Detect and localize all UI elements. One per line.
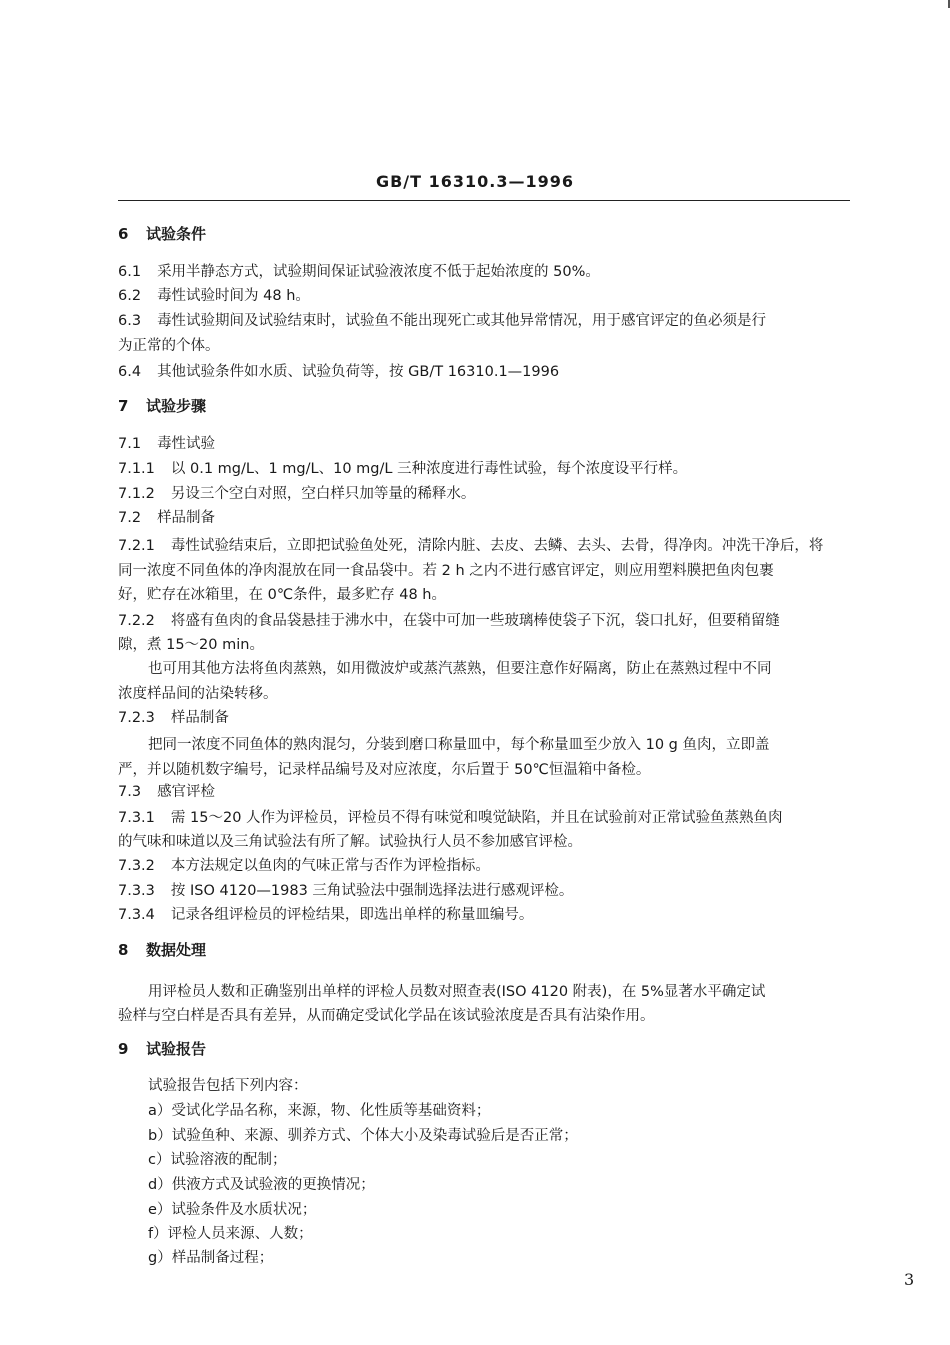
- clause-7-2-2-paragraph: 也可用其他方法将鱼肉蒸熟，如用微波炉或蒸汽蒸熟，但要注意作好隔离，防止在蒸熟过程中不同: [148, 661, 772, 677]
- clause-text: 感官评检: [157, 784, 216, 800]
- clause-7-3-1: [118, 808, 783, 828]
- clause-number: 7.1.2: [118, 486, 155, 502]
- clause-6-3: [118, 311, 766, 331]
- clause-number: 7.3.1: [118, 810, 155, 826]
- list-item: b）试验鱼种、来源、驯养方式、个体大小及染毒试验后是否正常；: [148, 1128, 578, 1144]
- clause-number: 6.2: [118, 288, 142, 304]
- clause-text: 另设三个空白对照，空白样只加等量的稀释水。: [170, 486, 476, 502]
- clause-7-2-2-continued: 隙，煮 15～20 min。: [118, 637, 264, 653]
- clause-number: 6.4: [118, 364, 142, 380]
- clause-number: 6.1: [118, 264, 142, 280]
- clause-7-2-3-paragraph: 把同一浓度不同鱼体的熟肉混匀，分装到磨口称量皿中，每个称量皿至少放入 10 g 鱼肉，立即盖: [148, 737, 770, 753]
- section-title: 试验步骤: [146, 397, 207, 415]
- list-item: f）评检人员来源、人数；: [148, 1226, 313, 1242]
- section-title: 试验报告: [146, 1040, 207, 1058]
- clause-7-3-3: [118, 881, 573, 901]
- clause-text: 本方法规定以鱼肉的气味正常与否作为评检指标。: [170, 858, 490, 874]
- section-8-paragraph: 用评检员人数和正确鉴别出单样的评检人员数对照查表(ISO 4120 附表)，在 5%显著水平确定试: [148, 984, 766, 1000]
- clause-number: 7.1: [118, 436, 142, 452]
- clause-text: 以 0.1 mg/L、1 mg/L、10 mg/L 三种浓度进行毒性试验，每个浓度设平行样。: [170, 461, 688, 477]
- section-8-paragraph-continued: 验样与空白样是否具有差异，从而确定受试化学品在该试验浓度是否具有沾染作用。: [118, 1008, 655, 1024]
- clause-7-2-1-continued-2: 好，贮存在冰箱里，在 0℃条件，最多贮存 48 h。: [118, 587, 446, 603]
- clause-7-2-2-paragraph-continued: 浓度样品间的沾染转移。: [118, 686, 278, 702]
- section-title: 试验条件: [146, 225, 207, 243]
- clause-text: 将盛有鱼肉的食品袋悬挂于沸水中，在袋中可加一些玻璃棒使袋子下沉，袋口扎好，但要稍留缝: [170, 613, 780, 629]
- clause-text: 按 ISO 4120—1983 三角试验法中强制选择法进行感观评检。: [170, 883, 574, 899]
- clause-7-3-4: [118, 905, 533, 925]
- clause-6-4: [118, 362, 559, 382]
- list-item: c）试验溶液的配制；: [148, 1152, 287, 1168]
- clause-number: 6.3: [118, 313, 142, 329]
- clause-text: 毒性试验结束后，立即把试验鱼处死，清除内脏、去皮、去鳞、去头、去骨，得净肉。冲洗干净后，将: [170, 538, 824, 554]
- clause-7-2-3-paragraph-continued: 严，并以随机数字编号，记录样品编号及对应浓度，尔后置于 50℃恒温箱中备检。: [118, 762, 651, 778]
- clause-6-3-continued: 为正常的个体。: [118, 338, 220, 354]
- clause-7-3-2: [118, 856, 490, 876]
- list-item: a）受试化学品名称，来源，物、化性质等基础资料；: [148, 1103, 491, 1119]
- clause-text: 样品制备: [170, 710, 229, 726]
- header-rule: [118, 200, 850, 201]
- clause-7-2: [118, 508, 215, 528]
- clause-7-2-1-continued-1: 同一浓度不同鱼体的净肉混放在同一食品袋中。若 2 h 之内不进行感官评定，则应用塑料膜把鱼肉包裹: [118, 563, 774, 579]
- clause-6-1: [118, 262, 600, 282]
- clause-7-2-2: [118, 611, 780, 631]
- clause-text: 其他试验条件如水质、试验负荷等，按 GB/T 16310.1—1996: [157, 364, 560, 380]
- clause-number: 7.3.2: [118, 858, 155, 874]
- clause-text: 样品制备: [157, 510, 216, 526]
- clause-number: 7.2.1: [118, 538, 155, 554]
- section-7-heading: [118, 396, 206, 416]
- list-item: g）样品制备过程；: [148, 1250, 274, 1266]
- section-8-heading: [118, 940, 206, 960]
- section-9-heading: [118, 1039, 206, 1059]
- section-number: 8: [118, 941, 129, 959]
- clause-number: 7.2.2: [118, 613, 155, 629]
- standard-code-header: GB/T 16310.3—1996: [375, 172, 575, 191]
- clause-7-1: [118, 434, 215, 454]
- list-item: d）供液方式及试验液的更换情况；: [148, 1177, 375, 1193]
- clause-text: 毒性试验: [157, 436, 216, 452]
- clause-7-3-1-continued: 的气味和味道以及三角试验法有所了解。试验执行人员不参加感官评检。: [118, 834, 582, 850]
- list-item: e）试验条件及水质状况；: [148, 1202, 317, 1218]
- clause-text: 需 15～20 人作为评检员，评检员不得有味觉和嗅觉缺陷，并且在试验前对正常试验鱼蒸熟鱼肉: [170, 810, 783, 826]
- clause-text: 毒性试验时间为 48 h。: [157, 288, 310, 304]
- clause-text: 毒性试验期间及试验结束时，试验鱼不能出现死亡或其他异常情况，用于感官评定的鱼必须是行: [157, 313, 767, 329]
- clause-6-2: [118, 286, 310, 306]
- report-intro: 试验报告包括下列内容：: [148, 1078, 308, 1094]
- clause-7-2-1: [118, 536, 823, 556]
- clause-number: 7.3.4: [118, 907, 155, 923]
- clause-7-2-3: [118, 708, 229, 728]
- section-title: 数据处理: [146, 941, 207, 959]
- clause-text: 采用半静态方式，试验期间保证试验液浓度不低于起始浓度的 50%。: [157, 264, 600, 280]
- clause-number: 7.1.1: [118, 461, 155, 477]
- section-number: 6: [118, 225, 129, 243]
- scan-mark: [940, 0, 950, 8]
- clause-text: 记录各组评检员的评检结果，即选出单样的称量皿编号。: [170, 907, 534, 923]
- clause-number: 7.3.3: [118, 883, 155, 899]
- clause-number: 7.3: [118, 784, 142, 800]
- section-number: 9: [118, 1040, 129, 1058]
- clause-number: 7.2: [118, 510, 142, 526]
- clause-7-1-1: [118, 459, 687, 479]
- clause-7-3: [118, 782, 215, 802]
- section-number: 7: [118, 397, 129, 415]
- page-number: 3: [904, 1270, 915, 1289]
- section-6-heading: [118, 224, 206, 244]
- clause-number: 7.2.3: [118, 710, 155, 726]
- clause-7-1-2: [118, 484, 475, 504]
